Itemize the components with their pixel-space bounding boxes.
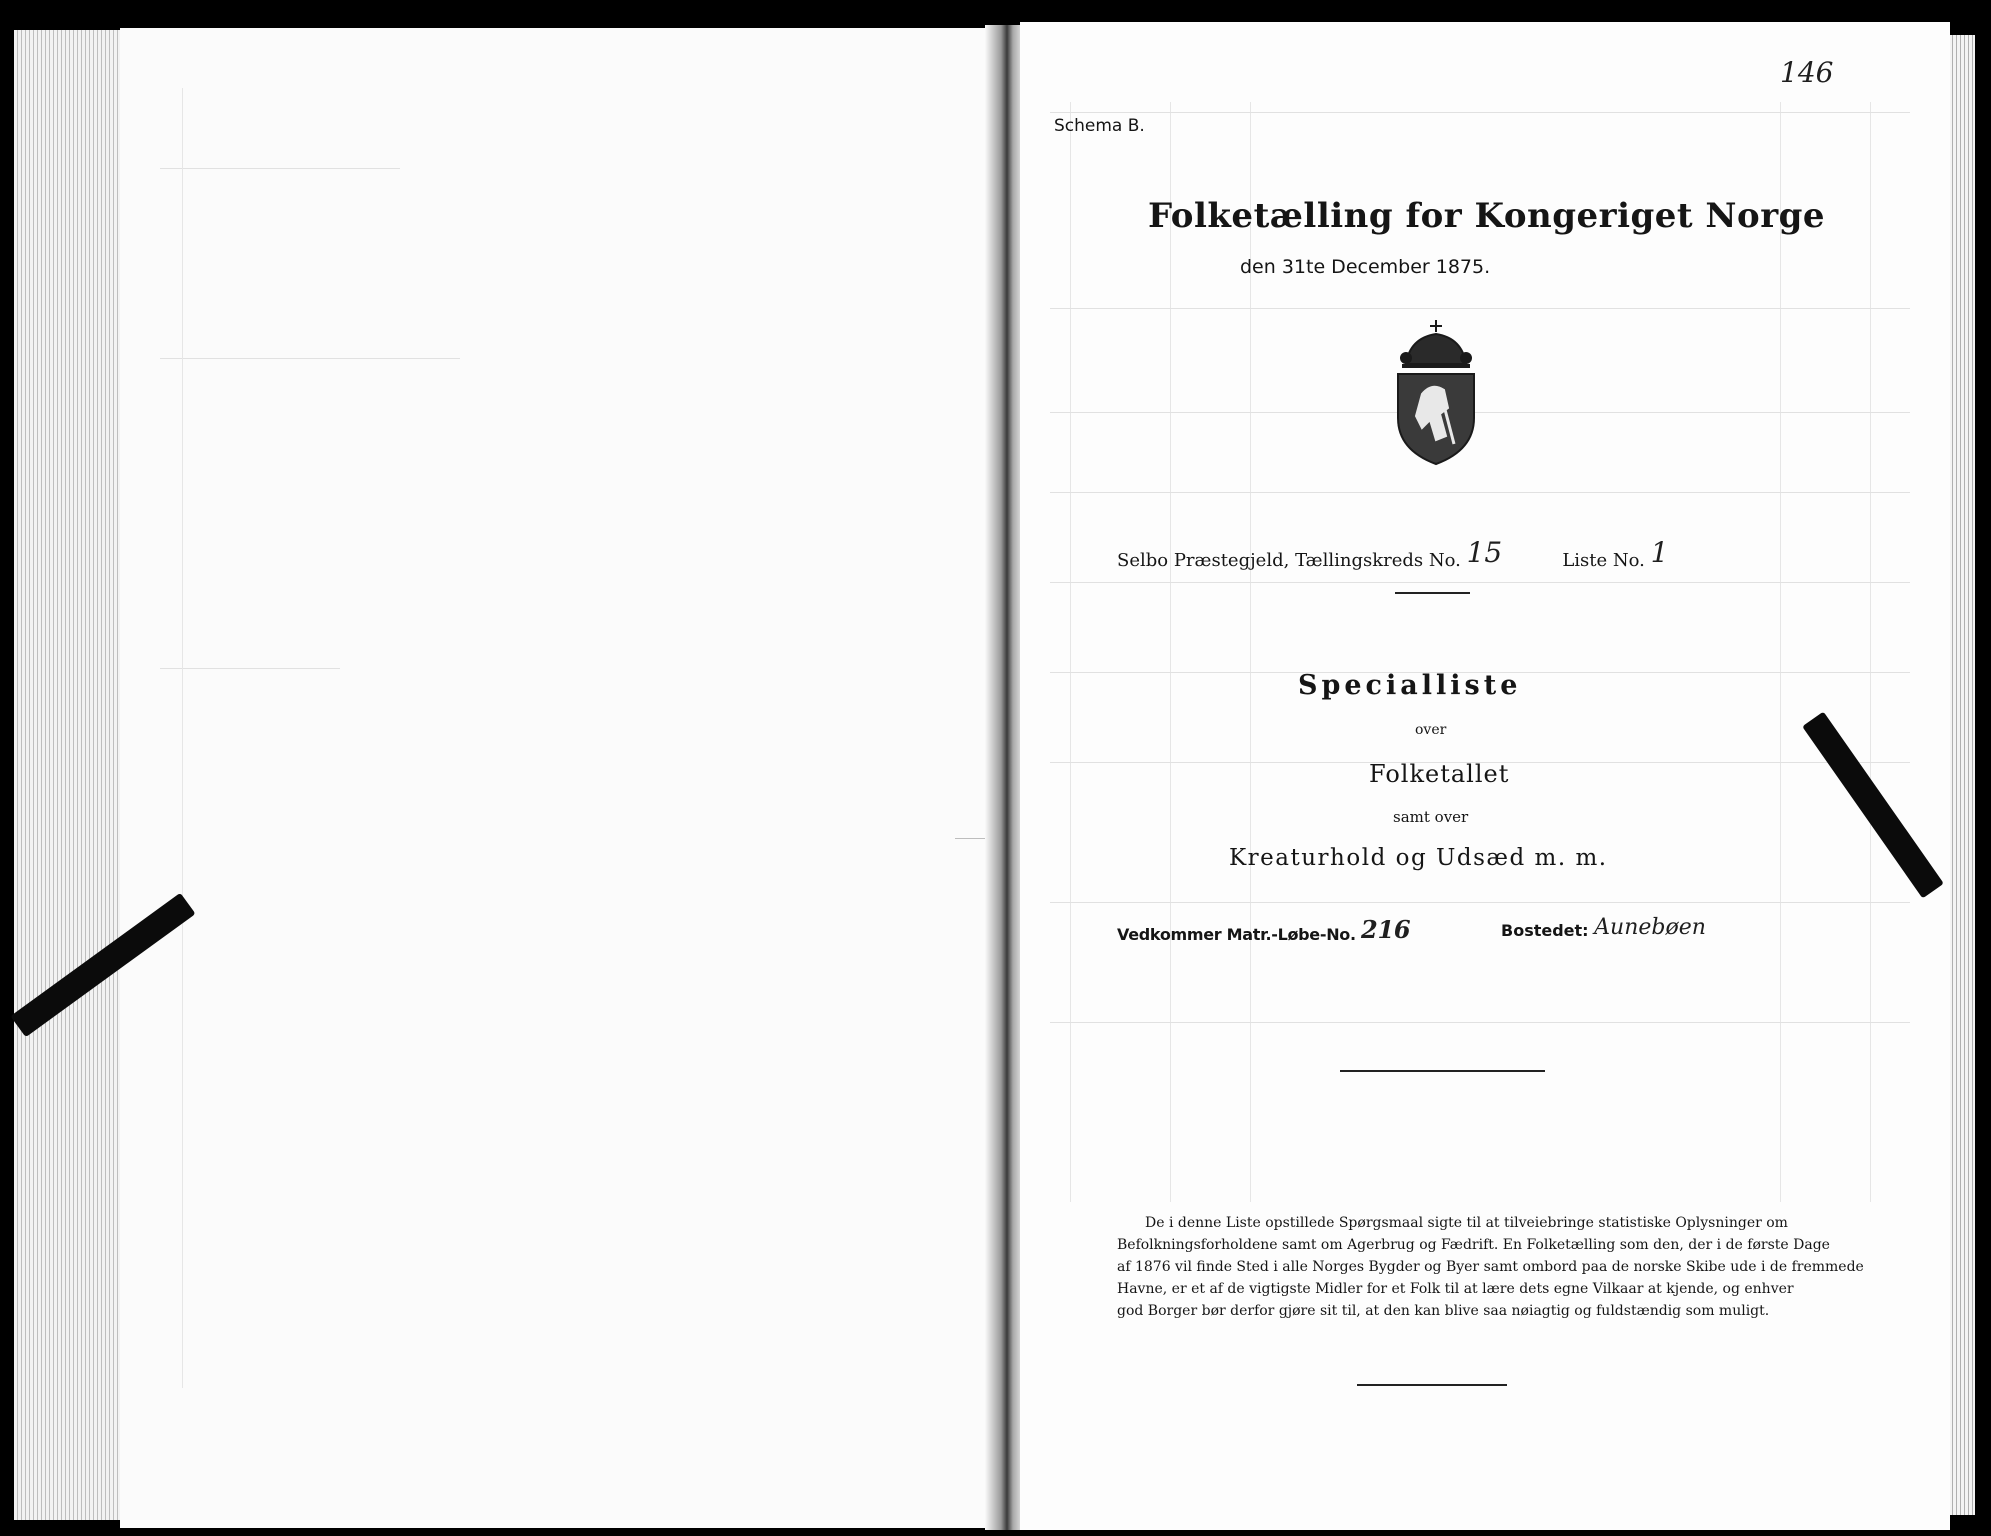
notice-line: Befolkningsforholdene samt om Agerbrug og Fædrift. En Folketælling som den, der i de første Dage bbox=[1117, 1237, 1830, 1253]
over-text-2: samt over bbox=[1393, 808, 1469, 826]
book-gutter bbox=[985, 25, 1025, 1530]
coat-of-arms-lion-icon bbox=[1392, 318, 1480, 468]
divider-medium bbox=[1340, 1070, 1545, 1072]
notice-line: De i denne Liste opstillede Spørgsmaal sigte til at tilveiebringe statistiske Oplysninger om bbox=[1145, 1215, 1788, 1231]
matr-label: Vedkommer Matr.-Løbe-No. bbox=[1117, 925, 1356, 944]
district-line bbox=[1117, 536, 1669, 573]
over-text-1: over bbox=[1415, 722, 1447, 738]
census-title: Folketælling for Kongeriget Norge bbox=[1148, 196, 1826, 236]
circuit-value: 15 bbox=[1466, 536, 1503, 569]
notice-line: af 1876 vil finde Sted i alle Norges Bygder og Byer samt ombord paa de norske Skibe ude i de fremmede bbox=[1117, 1259, 1864, 1275]
notice-line: Havne, er et af de vigtigste Midler for et Folk til at lære dets egne Vilkaar at kjende, og enhver bbox=[1117, 1281, 1794, 1297]
folio-number: 146 bbox=[1780, 56, 1834, 89]
left-page-stack-edges bbox=[14, 30, 134, 1520]
divider-short bbox=[1395, 592, 1470, 594]
place-label: Bostedet: bbox=[1501, 921, 1589, 940]
schema-label: Schema B. bbox=[1054, 116, 1145, 136]
notice-paragraph bbox=[1117, 1212, 1864, 1322]
matr-value: 216 bbox=[1361, 915, 1411, 944]
list-label: Liste No. bbox=[1562, 550, 1645, 571]
notice-line: god Borger bør derfor gjøre sit til, at den kan blive saa nøiagtig og fuldstændig som muligt. bbox=[1117, 1303, 1770, 1319]
matr-line bbox=[1117, 917, 1410, 946]
census-date: den 31te December 1875. bbox=[1240, 256, 1491, 278]
divider-bottom bbox=[1357, 1384, 1507, 1386]
list-value: 1 bbox=[1650, 536, 1669, 569]
subject-livestock: Kreaturhold og Udsæd m. m. bbox=[1229, 845, 1608, 871]
place-line bbox=[1501, 917, 1706, 942]
left-blank-page bbox=[120, 28, 1010, 1528]
list-title: Specialliste bbox=[1298, 670, 1522, 701]
circuit-label: Tællingskreds No. bbox=[1295, 550, 1461, 571]
place-value: Aunebøen bbox=[1594, 915, 1706, 940]
subject-population: Folketallet bbox=[1369, 760, 1510, 788]
parish-label: Selbo Præstegjeld, bbox=[1117, 550, 1290, 571]
